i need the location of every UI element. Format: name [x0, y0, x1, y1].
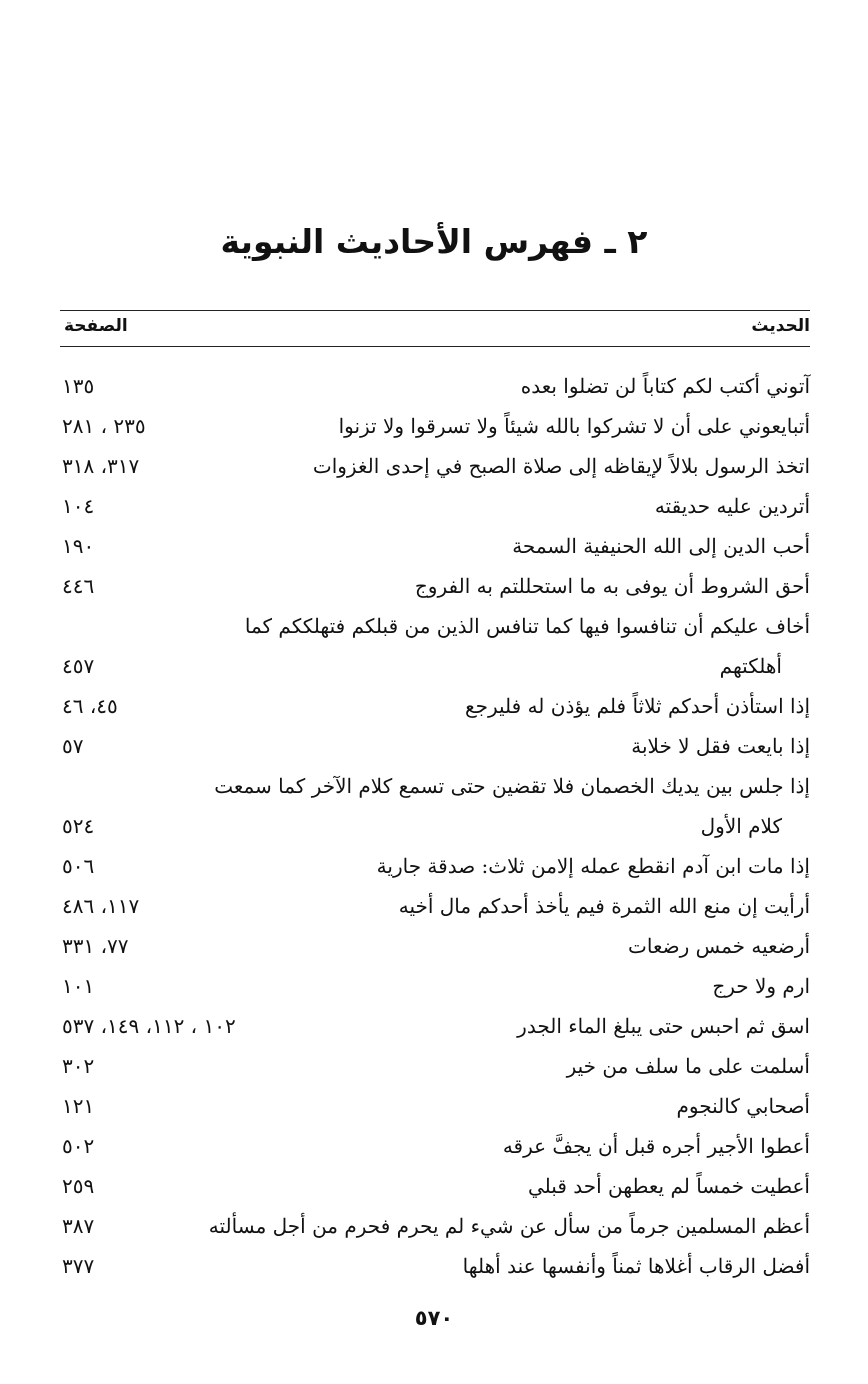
page-references: ١٣٥: [62, 374, 95, 398]
hadith-text: أفضل الرقاب أغلاها ثمناً وأنفسها عند أهلها: [462, 1254, 810, 1278]
column-header-page: الصفحة: [64, 316, 128, 336]
page-references: ٤٤٦: [62, 574, 95, 598]
page-references: ٥٧: [62, 734, 84, 758]
page-references: ٣٨٧: [62, 1214, 95, 1238]
hadith-text: أتبايعوني على أن لا تشركوا بالله شيئاً ولا تسرقوا ولا تزنوا: [338, 414, 810, 438]
hadith-text: أخاف عليكم أن تنافسوا فيها كما تنافس الذين من قبلكم فتهلككم كما: [244, 614, 810, 638]
page-references: ١٩٠: [62, 534, 95, 558]
hadith-text: أعطوا الأجير أجره قبل أن يجفَّ عرقه: [502, 1134, 810, 1158]
page-references: ٥٠٢: [62, 1134, 95, 1158]
page-references: ٥٢٤: [62, 814, 95, 838]
hadith-text-continuation: كلام الأول: [700, 814, 782, 838]
page-references: ٢٥٩: [62, 1174, 95, 1198]
index-entry: [60, 526, 810, 566]
index-entry: [60, 1006, 810, 1046]
page-references: ٣١٧، ٣١٨: [62, 454, 140, 478]
page-references: ٢٣٥ ، ٢٨١: [62, 414, 146, 438]
index-entry: [60, 486, 810, 526]
page-references: ١٢١: [62, 1094, 95, 1118]
hadith-text: اسق ثم احبس حتى يبلغ الماء الجدر: [517, 1014, 810, 1038]
top-rule: [60, 310, 810, 311]
hadith-text-continuation: أهلكتهم: [719, 654, 782, 678]
index-entry: [60, 886, 810, 926]
page-references: ٣٠٢: [62, 1054, 95, 1078]
page-references: ١١٧، ٤٨٦: [62, 894, 140, 918]
hadith-text: إذا استأذن أحدكم ثلاثاً فلم يؤذن له فليرجع: [464, 694, 810, 718]
index-entry: [60, 966, 810, 1006]
index-entry: [60, 766, 810, 846]
hadith-text: أرأيت إن منع الله الثمرة فيم يأخذ أحدكم مال أخيه: [398, 894, 810, 918]
index-entry: [60, 1246, 810, 1286]
index-entry: [60, 1166, 810, 1206]
page-references: ١٠٤: [62, 494, 95, 518]
index-entry: [60, 606, 810, 686]
index-entry: [60, 686, 810, 726]
index-entry: [60, 446, 810, 486]
hadith-text: أحب الدين إلى الله الحنيفية السمحة: [512, 534, 810, 558]
hadith-text: آتوني أكتب لكم كتاباً لن تضلوا بعده: [520, 374, 810, 398]
index-entry: [60, 366, 810, 406]
hadith-text: إذا بايعت فقل لا خلابة: [631, 734, 810, 758]
page-references: ٤٥، ٤٦: [62, 694, 118, 718]
index-entry: [60, 926, 810, 966]
header-rule: [60, 346, 810, 347]
hadith-text: اتخذ الرسول بلالاً لإيقاظه إلى صلاة الصبح في إحدى الغزوات: [312, 454, 810, 478]
page-references: ٣٧٧: [62, 1254, 95, 1278]
index-entry: [60, 566, 810, 606]
hadith-text: أصحابي كالنجوم: [676, 1094, 810, 1118]
hadith-text: إذا مات ابن آدم انقطع عمله إلامن ثلاث: صدقة جارية: [376, 854, 810, 878]
index-entry: [60, 406, 810, 446]
page-title: ٢ ـ فهرس الأحاديث النبوية: [220, 222, 648, 261]
hadith-text: أرضعيه خمس رضعات: [628, 934, 810, 958]
index-entry: [60, 1206, 810, 1246]
hadith-text: إذا جلس بين يديك الخصمان فلا تقضين حتى تسمع كلام الآخر كما سمعت: [214, 774, 810, 798]
index-entry: [60, 846, 810, 886]
page-references: ١٠١: [62, 974, 95, 998]
index-entry: [60, 1126, 810, 1166]
hadith-text: أحق الشروط أن يوفى به ما استحللتم به الفروج: [414, 574, 810, 598]
hadith-text: أسلمت على ما سلف من خير: [566, 1054, 810, 1078]
hadith-text: أتردين عليه حديقته: [654, 494, 810, 518]
hadith-text: ارم ولا حرج: [712, 974, 810, 998]
column-header-hadith: الحديث: [751, 316, 810, 336]
page-references: ٤٥٧: [62, 654, 95, 678]
hadith-text: أعطيت خمساً لم يعطهن أحد قبلي: [528, 1174, 810, 1198]
page-references: ٧٧، ٣٣١: [62, 934, 129, 958]
index-entry: [60, 1086, 810, 1126]
page-references: ٥٠٦: [62, 854, 95, 878]
page-references: ١٠٢ ، ١١٢، ١٤٩، ٥٣٧: [62, 1014, 236, 1038]
hadith-index-list: [60, 366, 810, 1286]
index-entry: [60, 726, 810, 766]
page-number: ٥٧٠: [414, 1306, 454, 1330]
index-entry: [60, 1046, 810, 1086]
hadith-text: أعظم المسلمين جرماً من سأل عن شيء لم يحرم فحرم من أجل مسألته: [208, 1214, 810, 1238]
